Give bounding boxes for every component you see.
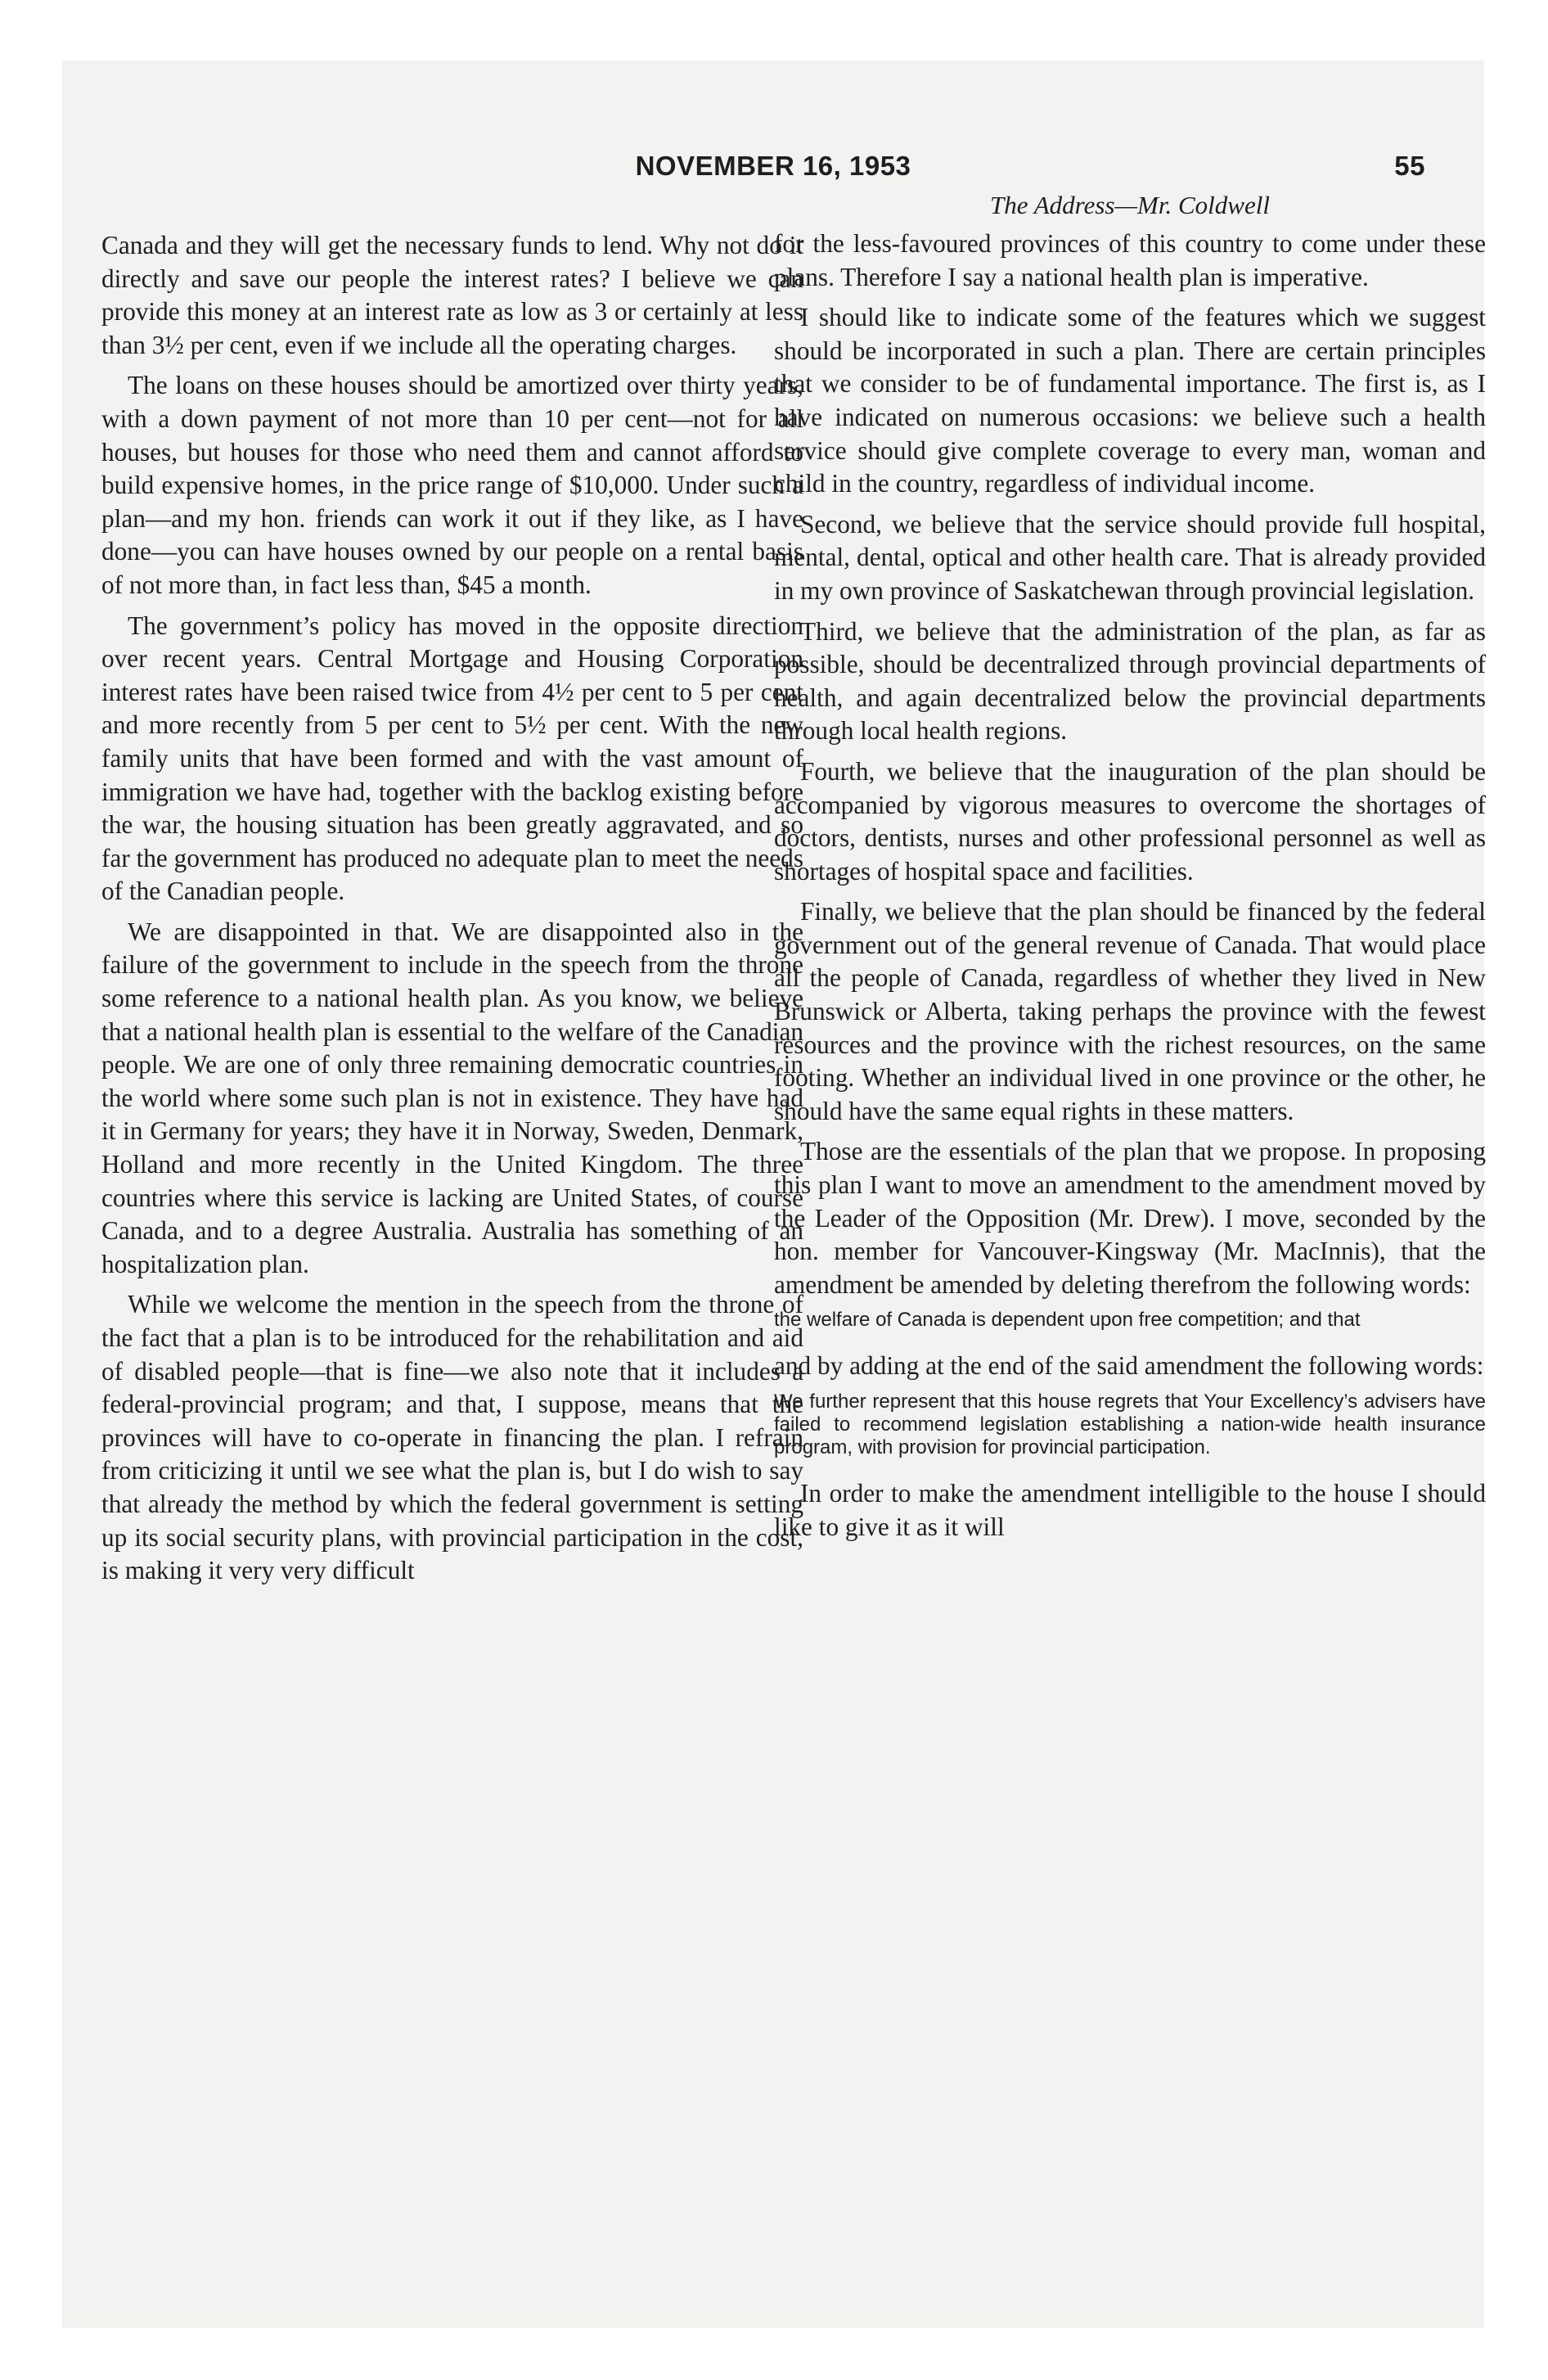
paragraph: In order to make the amendment intelligible to the house I should like to give it as it will bbox=[774, 1479, 1486, 1541]
quoted-deletion: the welfare of Canada is dependent upon free competition; and that bbox=[774, 1309, 1361, 1332]
header-date: NOVEMBER 16, 1953 bbox=[635, 151, 911, 181]
paragraph: Those are the essentials of the plan that we propose. In proposing this plan I want to move an amendment to the amendment moved by the Leader of the Opposition (Mr. Drew). I move, seconded by the hon. member for Vancouver-Kingsway (Mr. MacInnis), that the amendment be amended by deleting therefrom the following words: bbox=[774, 1137, 1486, 1299]
running-head: The Address—Mr. Coldwell bbox=[990, 191, 1270, 219]
quoted-addition: We further represent that this house regrets that Your Excellency’s advisers have failed to recommend legislation establishing a nation-wide health insurance program, with provision for provincial participation. bbox=[774, 1391, 1486, 1458]
paragraph: for the less-favoured provinces of this country to come under these plans. Therefore I say a national health plan is imperative. bbox=[774, 229, 1486, 291]
paragraph: I should like to indicate some of the features which we suggest should be incorporated in such a plan. There are certain principles that we consider to be of fundamental importance. The first is, as I have indicated on numerous occasions: we believe such a health service should give complete coverage to every man, woman and child in the country, regardless of individual income. bbox=[774, 303, 1486, 498]
left-column bbox=[101, 229, 803, 1595]
paragraph: Third, we believe that the administration of the plan, as far as possible, should be decentralized through provincial departments of health, and again decentralized below the provincial departments through local health regions. bbox=[774, 616, 1486, 746]
paragraph: Canada and they will get the necessary funds to lend. Why not do it directly and save our people the interest rates? I believe we can provide this money at an interest rate as low as 3 or certainly at less than 3½ per cent, even if we include all the operating charges. bbox=[101, 231, 803, 359]
paragraph: The loans on these houses should be amortized over thirty years, with a down payment of not more than 10 per cent—not for all houses, but houses for those who need them and cannot afford to build expensive homes, in the price range of $10,000. Under such a plan—and my hon. friends can work it out if they like, as I have done—you can have houses owned by our people on a rental basis of not more than, in fact less than, $45 a month. bbox=[101, 371, 803, 599]
document-page bbox=[62, 61, 1484, 2328]
right-column bbox=[774, 190, 1486, 1551]
paragraph: and by adding at the end of the said amendment the following words: bbox=[774, 1351, 1484, 1381]
paragraph: While we welcome the mention in the speech from the throne of the fact that a plan is to be introduced for the rehabilitation and aid of disabled people—that is fine—we also note that it includes a federal-provincial program; and that, I suppose, means that the provinces will have to co-operate in financing the plan. I refrain from criticizing it until we see what the plan is, but I do wish to say that already the method by which the federal government is setting up its social security plans, with provincial participation in the cost, is making it very very difficult bbox=[101, 1290, 803, 1585]
page-header bbox=[62, 151, 1484, 192]
paragraph: Fourth, we believe that the inauguration of the plan should be accompanied by vigorous measures to overcome the shortages of doctors, dentists, nurses and other professional personnel as well as shortages of hospital space and facilities. bbox=[774, 756, 1486, 886]
paragraph: The government’s policy has moved in the opposite direction over recent years. Central Mortgage and Housing Corporation interest rates have been raised twice from 4½ per cent to 5 per cent and more recently from 5 per cent to 5½ per cent. With the new family units that have been formed and with the vast amount of immigration we have had, together with the backlog existing before the war, the housing situation has been greatly aggravated, and so far the government has produced no adequate plan to meet the needs of the Canadian people. bbox=[101, 611, 803, 906]
paragraph: We are disappointed in that. We are disappointed also in the failure of the government to include in the speech from the throne some reference to a national health plan. As you know, we believe that a national health plan is essential to the welfare of the Canadian people. We are one of only three remaining democratic countries in the world where some such plan is not in existence. They have had it in Germany for years; they have it in Norway, Sweden, Denmark, Holland and more recently in the United Kingdom. The three countries where this service is lacking are United States, of course Canada, and to a degree Australia. Australia has something of an hospitalization plan. bbox=[101, 917, 803, 1278]
paragraph: Finally, we believe that the plan should be financed by the federal government out of the general revenue of Canada. That would place all the people of Canada, regardless of whether they lived in New Brunswick or Alberta, taking perhaps the province with the fewest resources and the province with the richest resources, on the same footing. Whether an individual lived in one province or the other, he should have the same equal rights in these matters. bbox=[774, 897, 1486, 1125]
paragraph: Second, we believe that the service should provide full hospital, mental, dental, optical and other health care. That is already provided in my own province of Saskatchewan through provincial legislation. bbox=[774, 509, 1486, 605]
page-number: 55 bbox=[1394, 151, 1425, 181]
